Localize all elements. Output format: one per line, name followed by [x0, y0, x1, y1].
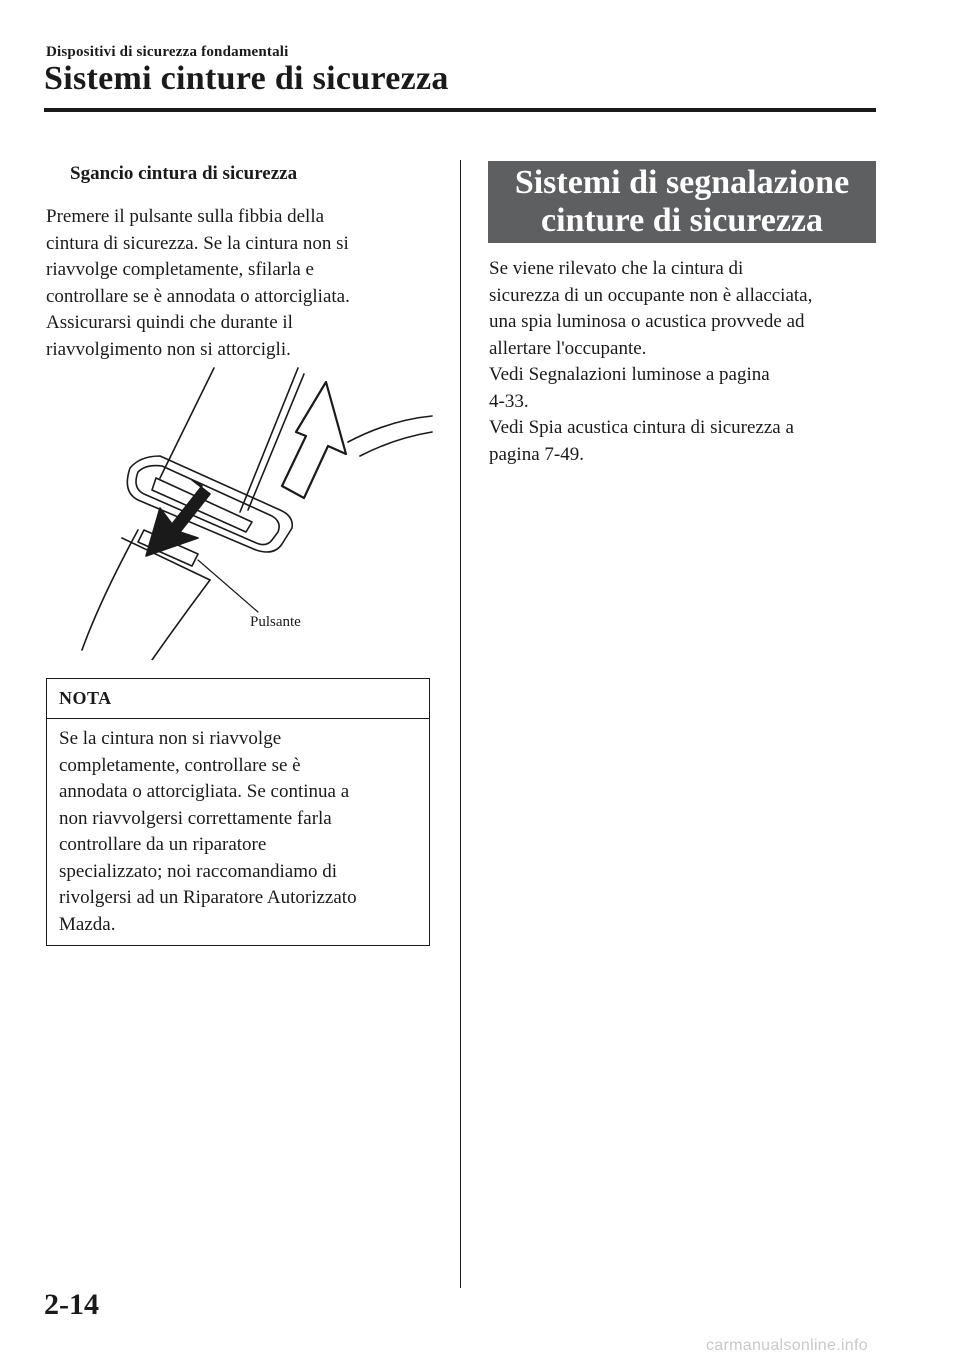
text-line: riavvolgimento non si attorcigli. — [46, 338, 291, 360]
cross-reference-link[interactable]: pagina 7-49. — [489, 443, 584, 465]
release-instructions — [46, 204, 441, 363]
watermark: carmanualsonline.info — [706, 1337, 868, 1354]
header-rule — [44, 108, 876, 112]
banner-line: Sistemi di segnalazione — [514, 164, 850, 201]
note-body — [47, 719, 429, 938]
text-line: Assicurarsi quindi che durante il — [46, 312, 293, 333]
banner-line: cinture di sicurezza — [540, 202, 824, 239]
column-divider — [460, 160, 461, 1288]
text-line: Se viene rilevato che la cintura di — [489, 258, 744, 279]
text-line: controllare da un riparatore — [59, 834, 267, 855]
text-line: allertare l'occupante. — [489, 337, 647, 359]
text-line: annodata o attorcigliata. Se continua a — [59, 781, 350, 802]
text-line: specializzato; noi raccomandiamo di — [59, 860, 338, 882]
cross-reference-link[interactable]: 4-33. — [489, 390, 529, 412]
text-line: cintura di sicurezza. Se la cintura non si — [46, 232, 349, 254]
note-heading: NOTA — [47, 679, 429, 719]
page-number: 2-14 — [44, 1288, 99, 1321]
text-line: completamente, controllare se è — [59, 754, 301, 776]
text-line: riavvolge completamente, sfilarla e — [46, 259, 314, 280]
note-box — [46, 678, 430, 946]
text-line: controllare se è annodata o attorcigliata. — [46, 285, 350, 307]
button-callout-label: Pulsante — [250, 614, 301, 630]
section-banner — [488, 161, 876, 243]
cross-reference-link[interactable]: Vedi Spia acustica cintura di sicurezza a — [489, 417, 794, 438]
text-line: Premere il pulsante sulla fibbia della — [46, 206, 325, 227]
text-line: una spia luminosa o acustica provvede ad — [489, 311, 805, 332]
page-title: Sistemi cinture di sicurezza — [44, 60, 449, 97]
warning-system-description — [489, 256, 879, 468]
text-line: Se la cintura non si riavvolge — [59, 728, 282, 749]
text-line: rivolgersi ad un Riparatore Autorizzato — [59, 887, 357, 908]
text-line: sicurezza di un occupante non è allacciata, — [489, 284, 813, 306]
text-line: Mazda. — [59, 913, 116, 935]
cross-reference-link[interactable]: Vedi Segnalazioni luminose a pagina — [489, 364, 770, 385]
text-line: non riavvolgersi correttamente farla — [59, 807, 332, 829]
section-subheading: Sgancio cintura di sicurezza — [70, 163, 298, 184]
chapter-heading: Dispositivi di sicurezza fondamentali — [46, 44, 289, 60]
